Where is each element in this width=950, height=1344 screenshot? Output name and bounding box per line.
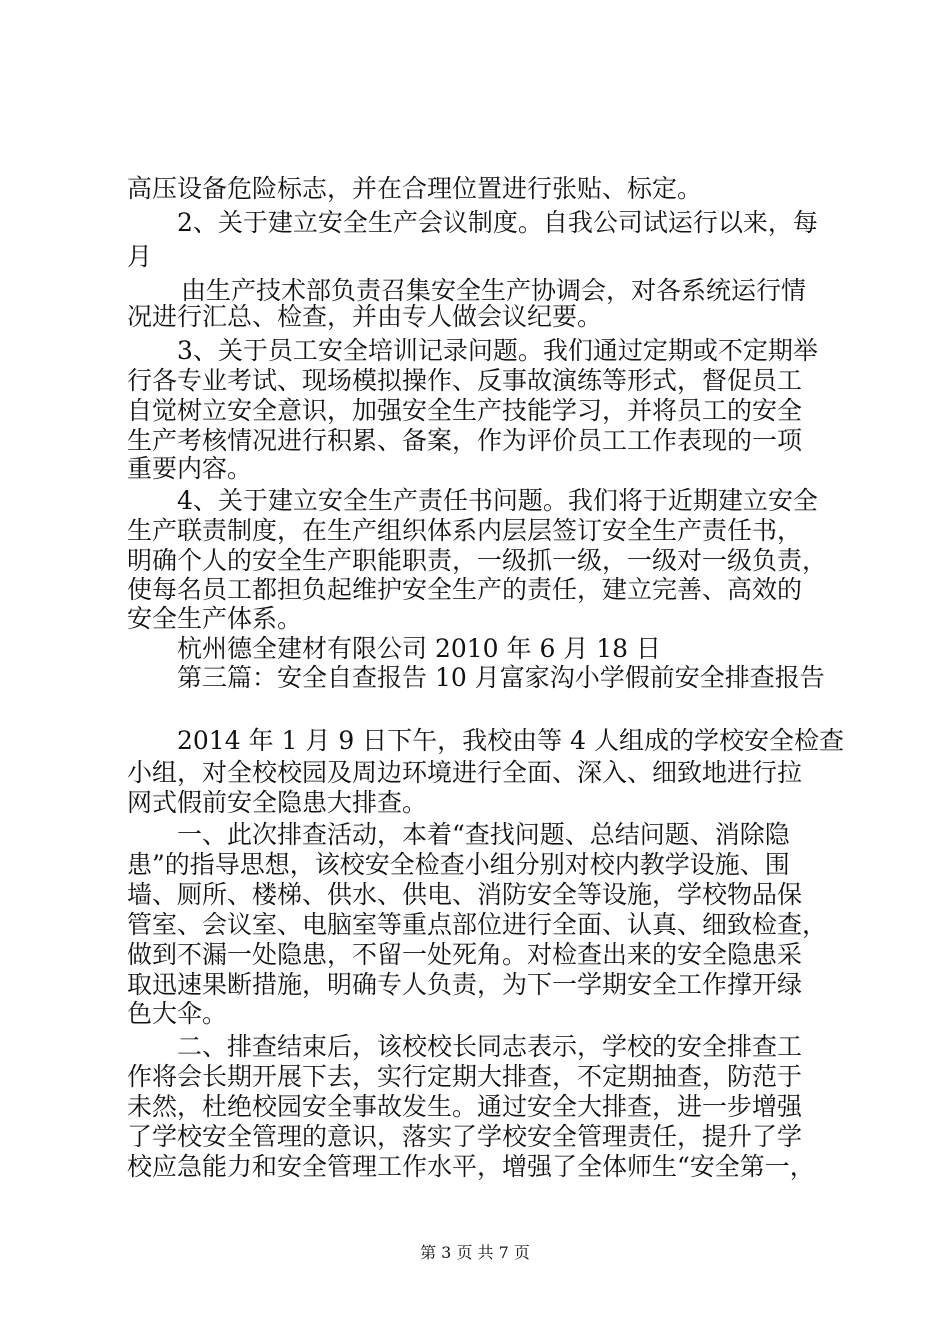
text-line: 生产考核情况进行积累、备案，作为评价员工工作表现的一项 (127, 426, 803, 455)
text-line: 作将会长期开展下去，实行定期大排查，不定期抽查，防范于 (127, 1062, 803, 1091)
text-line: 2014 年 1 月 9 日下午，我校由等 4 人组成的学校安全检查 (177, 726, 844, 755)
text-line: 管室、会议室、电脑室等重点部位进行全面、认真、细致检查， (127, 910, 828, 939)
text-line: 况进行汇总、检查，并由专人做会议纪要。 (127, 302, 603, 331)
text-line: 高压设备危险标志，并在合理位置进行张贴、标定。 (127, 174, 703, 203)
text-line: 未然，杜绝校园安全事故发生。通过安全大排查，进一步增强 (127, 1092, 803, 1121)
text-line: 使每名员工都担负起维护安全生产的责任，建立完善、高效的 (127, 575, 803, 604)
text-line: 了学校安全管理的意识，落实了学校安全管理责任，提升了学 (127, 1122, 803, 1151)
text-line: 重要内容。 (127, 454, 253, 483)
text-line: 校应急能力和安全管理工作水平，增强了全体师生“安全第一， (127, 1152, 815, 1181)
text-line: 色大伞。 (127, 999, 228, 1028)
text-line: 4、关于建立安全生产责任书问题。我们将于近期建立安全 (177, 486, 818, 515)
text-line: 明确个人的安全生产职能职责，一级抓一级，一级对一级负责， (127, 546, 828, 575)
text-line: 安全生产体系。 (127, 604, 303, 633)
text-line: 自觉树立安全意识，加强安全生产技能学习，并将员工的安全 (127, 396, 803, 425)
text-line: 网式假前安全隐患大排查。 (127, 788, 428, 817)
text-line: 月 (127, 242, 153, 271)
page-footer: 第 3 页 共 7 页 (420, 1243, 530, 1262)
text-line: 二、排查结束后，该校校长同志表示，学校的安全排查工 (177, 1032, 803, 1061)
text-line: 取迅速果断措施，明确专人负责，为下一学期安全工作撑开绿 (127, 970, 803, 999)
text-line: 生产联责制度，在生产组织体系内层层签订安全生产责任书， (127, 516, 803, 545)
text-line: 小组，对全校校园及周边环境进行全面、深入、细致地进行拉 (127, 758, 803, 787)
text-line: 3、关于员工安全培训记录问题。我们通过定期或不定期举 (177, 336, 818, 365)
text-line: 由生产技术部负责召集安全生产协调会，对各系统运行情 (181, 276, 807, 305)
section-heading: 第三篇：安全自查报告 10 月富家沟小学假前安全排查报告 (177, 663, 825, 692)
text-line: 一、此次排查活动，本着“查找问题、总结问题、消除隐 (177, 820, 790, 849)
text-line: 墙、厕所、楼梯、供水、供电、消防安全等设施，学校物品保 (127, 880, 803, 909)
text-line: 行各专业考试、现场模拟操作、反事故演练等形式，督促员工 (127, 366, 803, 395)
text-line: 患”的指导思想，该校安全检查小组分别对校内教学设施、围 (127, 850, 790, 879)
text-line: 做到不漏一处隐患，不留一处死角。对检查出来的安全隐患采 (127, 940, 803, 969)
text-line: 2、关于建立安全生产会议制度。自我公司试运行以来，每 (177, 208, 818, 237)
text-line: 杭州德全建材有限公司 2010 年 6 月 18 日 (177, 634, 662, 663)
